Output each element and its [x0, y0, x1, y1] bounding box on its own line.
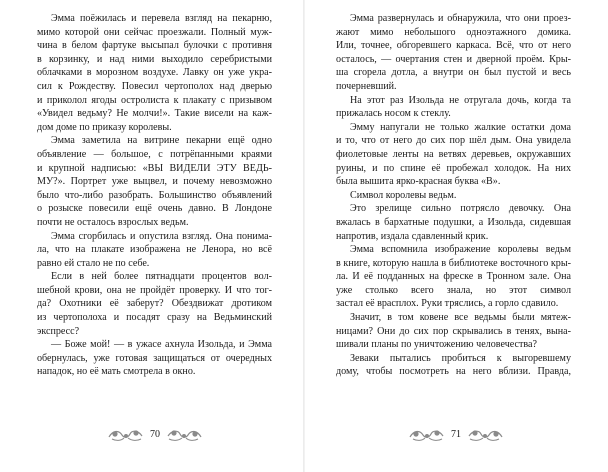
text-line: почти не осталось взрослых ведьм. — [37, 216, 189, 228]
text-line: Эмму напугали не только жалкие остатки дома — [350, 121, 571, 133]
text-line: да? Охотники её заберут? Обездвижат дротиком — [37, 298, 272, 310]
text-line: Если в ней более пятнадцати процентов вол- — [51, 271, 272, 283]
text-line: сил к Рождеству. Повесил чертополох над дверью — [37, 80, 272, 92]
text-line: Эмма поёжилась и перевела взгляд на пекарню, — [51, 13, 272, 24]
text-line: — Боже мой! — в ужасе ахнула Изольда, и Эмма — [51, 339, 272, 351]
floral-ornament-icon — [466, 426, 504, 442]
text-line: «Увидел ведьму? Не молчи!». Такие висели на каж- — [37, 108, 272, 120]
text-line: о розыске повесили ещё очень давно. В Лондоне — [37, 203, 272, 215]
text-line: и приколол ягоды остролиста к плакату с призывом — [37, 94, 272, 106]
text-line: ницами? Они до сих пор скрывались в тенях, вына- — [336, 325, 571, 337]
text-line: Эмма развернулась и обнаружила, что они проез- — [350, 13, 571, 24]
text-line: ла, что на плакате изображена не Ленора, но всё — [37, 244, 272, 256]
text-line: экспресс? — [37, 325, 80, 337]
text-line: Зеваки пытались пробиться к выгоревшему — [350, 352, 571, 364]
text-line: дом доме по приказу королевы. — [37, 121, 172, 133]
text-line: было что-либо разобрать. Большинство объявлений — [37, 189, 272, 201]
text-line: застал её врасплох. Руки тряслись, а горло сдавило. — [336, 298, 559, 310]
text-line: Это зрелище сильно потрясло девочку. Она — [350, 203, 571, 215]
text-line: МУ?». Портрет уже выцвел, и почему невозможно — [37, 176, 272, 188]
text-line: обернулась, уже готовая защищаться от очередных — [37, 352, 272, 364]
text-line: из чертополоха и посадят сразу на Ведьминский — [37, 312, 272, 324]
text-line: и крупной надписью: «ВЫ ВИДЕЛИ ЭТУ ВЕДЬ- — [37, 162, 272, 174]
text-line: руины, и по спине её пробежал холодок. На них — [336, 162, 571, 174]
text-line: жают мимо небольшого одноэтажного домика. — [336, 26, 571, 38]
text-line: мимо которой они сейчас проезжали. Полный муж- — [37, 26, 272, 38]
text-line: равно ей стало не по себе. — [37, 257, 150, 269]
text-line: ла. И её подданных на фреске в Тронном зале. Она — [336, 271, 571, 283]
text-line: Эмма заметила на витрине пекарни ещё одно — [51, 135, 272, 147]
text-line: шивали планы по уничтожению человечества? — [336, 339, 537, 351]
text-line: фиолетовые ленты на ветвях деревьев, окружавших — [336, 148, 571, 160]
text-line: дому, чтобы посмотреть на него вблизи. Правда, — [336, 366, 571, 378]
text-line: и то, что от него до сих пор шёл дым. Она увидела — [336, 135, 571, 147]
text-line: объявление — большое, с потрёпанными краями — [37, 148, 272, 160]
text-line: вжалась в бархатные подушки, а Изольда, сидевшая — [336, 216, 571, 228]
text-line: нападок, но её мать смотрела в окно. — [37, 366, 196, 378]
text-line: Или, точнее, обгоревшего каркаса. Всё, что от него — [336, 40, 571, 52]
floral-ornament-icon — [165, 426, 203, 442]
text-line: На этот раз Изольда не отругала дочь, когда та — [350, 94, 571, 106]
text-line: осталось, — очертания стен и дверной проём. Кры- — [336, 53, 571, 65]
text-line: уже столько всего знала, но этот символ — [336, 284, 571, 296]
text-line: была вышита ярко-красная буква «В». — [336, 176, 501, 188]
text-line: облачками в морозном воздухе. Лавку он уже укра- — [37, 67, 272, 79]
right-page — [304, 0, 608, 472]
left-page-text — [37, 12, 272, 379]
text-line: Эмма сгорбилась и опустила взгляд. Она понима- — [51, 230, 272, 242]
text-line: шебной крови, она не пройдёт проверку. И что тог- — [37, 284, 272, 296]
text-line: прижалась носом к стеклу. — [336, 108, 451, 120]
text-line: Значит, в том ковене все ведьмы были мятеж- — [350, 312, 571, 324]
text-line: Символ королевы ведьм. — [350, 189, 457, 201]
text-line: чина в белом фартуке высыпал булочки с противня — [37, 40, 272, 52]
text-line: Эмма вспомнила изображение королевы ведьм — [350, 244, 571, 256]
text-line: в книге, которую нашла в библиотеке восточного кры- — [336, 257, 571, 269]
text-line: почерневший. — [336, 80, 397, 92]
floral-ornament-icon — [408, 426, 446, 442]
page-number: 70 — [150, 428, 160, 440]
floral-ornament-icon — [107, 426, 145, 442]
text-line: ша сгорела дотла, а внутри он был пустой и весь — [336, 67, 571, 79]
page-number: 71 — [451, 428, 461, 440]
text-line: напротив, издала сдавленный крик. — [336, 230, 489, 242]
right-page-text — [336, 12, 571, 379]
text-line: в корзинку, и над ними выходило серебристыми — [37, 53, 272, 65]
left-folio — [95, 424, 215, 444]
right-folio — [396, 424, 516, 444]
